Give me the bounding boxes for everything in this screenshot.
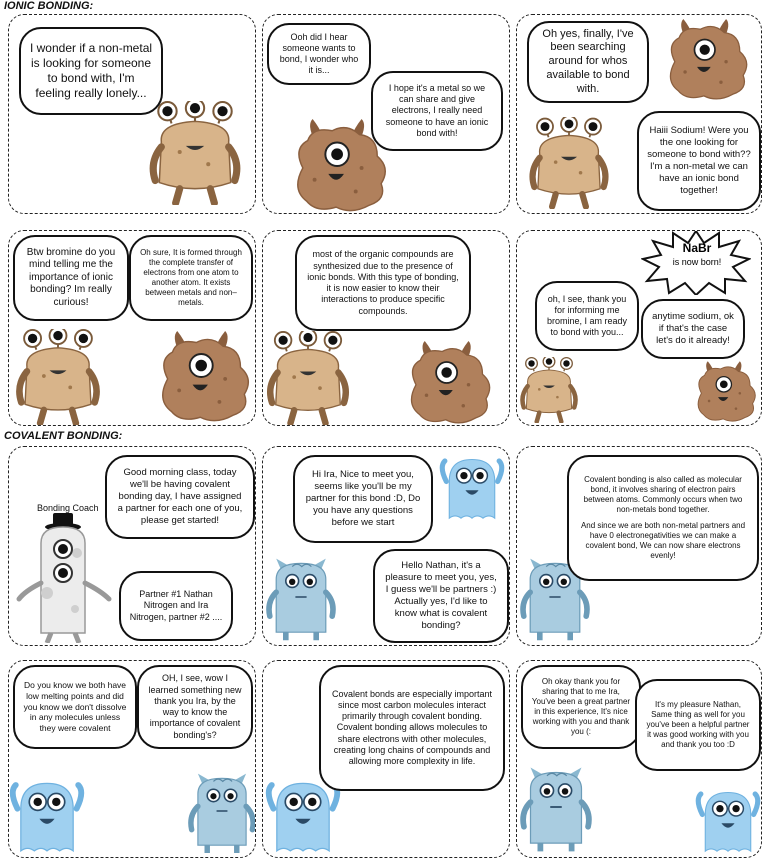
speech-bubble: Oh sure, It is formed through the complete transfer of electrons from one atom to another atom. It exists between metals and non–metals. (129, 235, 253, 321)
bubble-paragraph: Covalent bonding is also called as molecular bond, it involves sharing of electron pairs between atoms. Commonly occurs when two non-metals bond together. (583, 475, 743, 514)
sodium-character (519, 357, 579, 423)
nathan-character (439, 451, 505, 523)
speech-bubble: oh, I see, thank you for informing me bromine, I am ready to bond with you... (535, 281, 639, 351)
speech-bubble: I wonder if a non-metal is looking for someone to bond with, I'm feeling really lonely... (19, 27, 163, 115)
bonding-coach-character (15, 513, 115, 643)
speech-bubble: Oh yes, finally, I've been searching around for whos available to bond with. (527, 21, 649, 103)
speech-bubble: I hope it's a metal so we can share and give electrons, I really need someone to have an ionic bond with! (371, 71, 503, 151)
covalent-panel-3 (516, 446, 762, 646)
speech-bubble: Oh okay thank you for sharing that to me Ira, You've been a great partner in this experience, It's nice working with you and thank you (: (521, 665, 641, 749)
speech-bubble: anytime sodium, ok if that's the case let's do it already! (641, 299, 745, 359)
ionic-panel-2 (262, 14, 510, 214)
burst-text: is now born! (672, 257, 722, 267)
sodium-character (149, 101, 241, 205)
covalent-panel-2 (262, 446, 510, 646)
section-title-covalent: COVALENT BONDING: (4, 430, 123, 442)
nathan-character (9, 773, 85, 857)
speech-bubble: Good morning class, today we'll be having covalent bonding day, I have assigned a partner for each one of you, please get started! (105, 455, 255, 539)
bubble-paragraph: And since we are both non-metal partners and have 0 electronegativities we can make a covalent bond, We can now share electrons evenly! (580, 521, 746, 560)
ionic-panel-6 (516, 230, 762, 426)
ionic-panel-3 (516, 14, 762, 214)
ira-character (265, 551, 337, 643)
sodium-character (265, 331, 351, 425)
speech-bubble: Hi Ira, Nice to meet you, seems like you'll be my partner for this bond :D, Do you have any questions before we start (293, 455, 433, 543)
burst-title: NaBr (682, 241, 712, 255)
speech-bubble: Hello Nathan, it's a pleasure to meet you, yes, I guess we'll be partners :) Actually yes, I'd like to know what is covalent bonding? (373, 549, 509, 643)
speech-bubble: OH, I see, wow I learned something new thank you Ira, by the way to know the importance of covalent bonding's? (137, 665, 253, 749)
speech-bubble: It's my pleasure Nathan, Same thing as well for you you've been a helpful partner it was good working with you and thank you too :D (635, 679, 761, 771)
speech-bubble: Covalent bonds are especially important since most carbon molecules interact primarily through covalent bonding. Covalent bonding allows molecules to share electrons with other molecules, creating long chains of compounds and allowing more complexity in life. (319, 665, 505, 791)
covalent-panel-4 (8, 660, 256, 858)
speech-bubble: Partner #1 Nathan Nitrogen and Ira Nitrogen, partner #2 .... (119, 571, 233, 641)
bromine-character (403, 341, 499, 425)
nathan-character (695, 783, 761, 857)
ionic-panel-5 (262, 230, 510, 426)
sodium-character (529, 117, 609, 209)
sodium-character (15, 329, 101, 425)
bromine-character (695, 361, 759, 423)
coach-label: Bonding Coach (37, 503, 99, 513)
speech-bubble: Do you know we both have low melting points and did you know we don't dissolve in any molecules unless they were covalent (13, 665, 137, 749)
ionic-panel-1 (8, 14, 256, 214)
bromine-character (157, 331, 255, 423)
bromine-character (665, 19, 753, 101)
ionic-panel-4 (8, 230, 256, 426)
covalent-panel-1 (8, 446, 256, 646)
covalent-panel-6 (516, 660, 762, 858)
speech-bubble: Haiii Sodium! Were you the one looking for someone to bond with?? I'm a non-metal we can have an ionic bond together! (637, 111, 761, 211)
speech-bubble: Btw bromine do you mind telling me the importance of ionic bonding? Im really curious! (13, 235, 129, 321)
speech-bubble: most of the organic compounds are synthesized due to the presence of ionic bonds. With this type of bonding, it is now easier to know their interactions to produce specific compounds. (295, 235, 471, 331)
section-title-ionic: IONIC BONDING: (4, 0, 94, 12)
ira-character (187, 765, 256, 857)
speech-bubble (567, 455, 759, 581)
ira-character (519, 759, 593, 855)
covalent-panel-5 (262, 660, 510, 858)
speech-bubble: Ooh did I hear someone wants to bond, I wonder who it is... (267, 23, 371, 85)
